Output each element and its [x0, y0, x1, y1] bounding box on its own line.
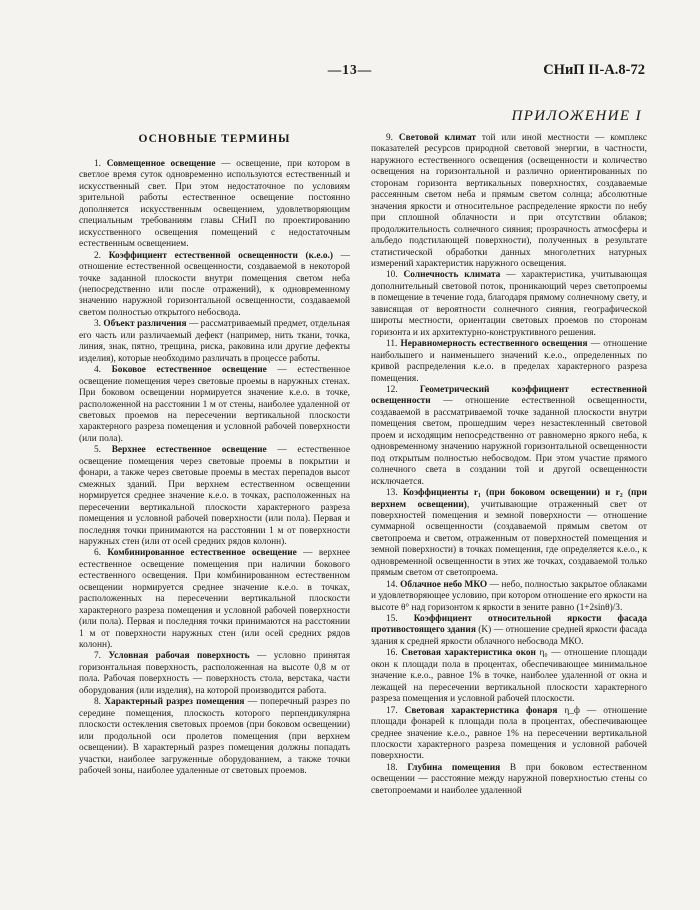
- term-name: Геометрический коэффициент естественной освещенности: [371, 384, 647, 407]
- term-definition: — отношение естественной освещенности, создаваемой в некоторой точке заданной плоскости внутри помещения светом неба (непосредственно или после отражений), к одновременному значению наружной горизонтальной освещенности, создаваемой светом полностью открытого небосвода.: [79, 250, 351, 318]
- term-definition: — условно принятая горизонтальная поверхность, расположенная на высоте 0,8 м от пола. Рабочая поверхность — поверхность стола, верстака, части оборудования (или изделия), на которой производится работа.: [79, 651, 350, 696]
- term-number: 16.: [386, 648, 398, 659]
- term-number: 11.: [386, 339, 398, 350]
- term-paragraph: [371, 706, 647, 763]
- term-paragraph: [371, 339, 647, 385]
- term-number: 12.: [386, 384, 398, 395]
- right-column: [371, 133, 647, 797]
- term-name: Характерный разрез помещения: [104, 697, 245, 708]
- term-definition: — естественное освещение помещения через световые проемы в покрытии и фонари, а также через световые проемы в местах перепадов высот смежных зданий. При верхнем естественном освещении нормируется среднее значение к.е.о. в точках, расположенных на пересечении вертикальной плоскости характерного разреза помещения и условной рабочей поверхности (или пола). Первая и последняя точки принимаются на расстоянии 1 м от поверхности наружных стен (или от осей средних рядов колонн).: [79, 445, 350, 547]
- term-name: Солнечность климата: [403, 270, 501, 281]
- term-name: Облачное небо МКО: [400, 579, 488, 590]
- term-definition: той или иной местности — комплекс показателей ресурсов природной световой энергии, в частности, наружного естественного освещения (освещенности и количество освещения на горизонтальной и различно ориентированных по сторонам горизонта вертикальных поверхностях, создаваемые рассеянным светом неба и прямым светом солнца; абсолютные значения яркости и относительное распределение яркости по небу при сплошной облачности и при отсутствии облаков; продолжительность солнечного сияния; прозрачность атмосферы и альбедо подстилающей поверхности), полученных в результате статистической обработки данных многолетних натурных измерений характеристик наружного освещения.: [371, 133, 647, 269]
- term-number: 8.: [94, 697, 102, 708]
- term-paragraph: [371, 614, 647, 648]
- term-name: Световой климат: [398, 133, 476, 143]
- term-paragraph: [371, 133, 647, 270]
- term-name: Неравномерность естественного освещения: [400, 339, 588, 350]
- terms-list-right: [371, 133, 647, 797]
- term-number: 15.: [386, 614, 398, 625]
- term-name: Коэффициент относительной яркости фасада противостоящего здания: [371, 614, 647, 636]
- term-number: 6.: [94, 548, 102, 559]
- term-number: 4.: [94, 365, 102, 376]
- term-number: 14.: [386, 579, 398, 590]
- term-number: 2.: [94, 250, 102, 261]
- term-definition: — небо, полностью закрытое облаками и удовлетворяющее условию, при котором отношение его яркости на высоте θ° над горизонтом к яркости в зените равно (1+2sinθ)/3.: [371, 579, 647, 613]
- term-number: 5.: [94, 445, 102, 456]
- term-name: Верхнее естественное освещение: [111, 445, 267, 456]
- term-definition: — характеристика, учитывающая дополнительный световой поток, проникающий через светопроемы в помещение в течение года, благодаря прямому солнечному свету, и зависящая от вероятности солнечного сияния, географической широты местности, ориентации световых проемов по сторонам горизонта и их архитектурно-конструктивного решения.: [371, 270, 647, 338]
- term-definition: η_ф — отношение площади фонарей к площади пола в процентах, обеспечивающее среднее значение к.е.о., равное 1% на пересечении вертикальной плоскости характерного разреза помещения и условной рабочей поверхности.: [371, 705, 648, 762]
- term-number: 9.: [386, 133, 394, 143]
- term-paragraph: [79, 697, 350, 777]
- terms-list-left: [79, 159, 350, 777]
- section-title: ОСНОВНЫЕ ТЕРМИНЫ: [138, 133, 291, 145]
- left-column: [79, 133, 350, 777]
- term-definition: — рассматриваемый предмет, отдельная его часть или различаемый дефект (например, нить ткани, точка, линия, знак, пятно, трещина, риска, раковина или другие дефекты изделия), которые необходимо различать в процессе работы.: [79, 319, 350, 364]
- term-definition: — освещение, при котором в светлое время суток одновременно используются естественный и искусственный свет. При этом недостаточное по условиям зрительной работы естественное освещение постоянно дополняется искусственным освещением, удовлетворяющим специальным требованиям главы СНиП по проектированию искусственного освещения помещений с недостаточным естественным освещением.: [79, 159, 350, 250]
- term-definition: — отношение естественной освещенности, создаваемой в рассматриваемой точке заданной плоскости внутри помещения светом, прошедшим через незастекленный световой проем и исходящим непосредственно от равномерно яркого неба, к одновременному значению наружной горизонтальной освещенности под открытым полностью небосводом. При этом участие прямого солнечного света в создании той и другой освещенности исключается.: [371, 396, 647, 487]
- term-name: Глубина помещения: [407, 762, 501, 773]
- term-definition: η₀ — отношение площади окон к площади пола в процентах, обеспечивающее минимальное значение к.е.о., равное 1% в точке, наиболее удаленной от окна и лежащей на пересечении вертикальной плоскости характерного разреза помещения и условной рабочей плоскости.: [371, 648, 647, 705]
- document-code: СНиП II-А.8-72: [543, 62, 645, 78]
- term-paragraph: [371, 270, 647, 339]
- term-paragraph: [79, 365, 350, 445]
- term-number: 7.: [94, 651, 102, 662]
- term-paragraph: [371, 488, 647, 580]
- term-number: 17.: [386, 705, 398, 716]
- term-number: 1.: [94, 159, 102, 169]
- term-paragraph: [79, 251, 350, 320]
- term-number: 18.: [386, 762, 398, 773]
- term-definition: — отношение наибольшего и наименьшего значений к.е.о., определенных по кривой распределения к.е.о. в пределах характерного разреза помещения.: [371, 339, 647, 384]
- term-name: Световая характеристика окон: [401, 648, 536, 659]
- term-paragraph: [371, 648, 647, 705]
- term-paragraph: [79, 548, 350, 651]
- term-number: 13.: [386, 488, 398, 499]
- term-name: Объект различения: [103, 319, 187, 330]
- term-paragraph: [371, 385, 647, 488]
- term-definition: (K) — отношение средней яркости фасада здания к средней яркости облачного небосвода МКО.: [371, 625, 647, 647]
- term-definition: — поперечный разрез по середине помещения, плоскость которого перпендикулярна плоскости остекления световых проемов (при боковом освещении) или продольной оси пролетов помещения (при верхнем освещении). В характерный разрез помещения должны попадать участки, наиболее загруженные оборудованием, а также точки рабочей зоны, наиболее удаленные от световых проемов.: [79, 697, 350, 777]
- term-name: Коэффициент естественной освещенности (к.е.о.): [108, 250, 333, 261]
- term-paragraph: [79, 445, 350, 548]
- term-paragraph: [79, 651, 350, 697]
- term-paragraph: [371, 580, 647, 614]
- term-paragraph: [79, 159, 350, 251]
- term-name: Совмещенное освещение: [106, 159, 216, 169]
- term-name: Коэффициенты r₁ (при боковом освещении) и r₂ (при верхнем освещении): [371, 488, 647, 510]
- term-paragraph: [79, 319, 350, 365]
- appendix-label: ПРИЛОЖЕНИЕ I: [511, 108, 642, 124]
- term-definition: — естественное освещение помещения через световые проемы в наружных стенах. При боковом освещении нормируется значение к.е.о. в точке, расположенной на расстоянии 1 м от стены, наиболее удаленной от световых проемов на пересечении вертикальной плоскости характерного разреза помещения и условной рабочей поверхности (или пола).: [79, 365, 350, 444]
- term-number: 10.: [386, 270, 398, 281]
- term-paragraph: [371, 763, 647, 797]
- term-definition: , учитывающие отраженный свет от поверхностей помещения и земной поверхности — отношение суммарной освещенности (создаваемой прямым светом от светопроема и светом, отраженным от поверхностей помещения и земной поверхности) в точках помещения, где определяется к.е.о., к одновременной освещенности в этих же точках, создаваемой только прямым светом от светопроема.: [371, 499, 647, 579]
- term-name: Боковое естественное освещение: [111, 365, 267, 376]
- term-definition: — верхнее естественное освещение помещения при наличии бокового естественного освещения. При комбинированном естественном освещении нормируется среднее значение к.е.о. в точках, расположенных на пересечении вертикальной плоскости характерного разреза помещения и условной рабочей поверхности (или пола). Первая и последняя точки принимаются на расстоянии 1 м от поверхности наружных стен (или осей средних рядов колонн).: [79, 548, 350, 651]
- term-name: Комбинированное естественное освещение: [107, 548, 297, 559]
- term-name: Световая характеристика фонаря: [404, 705, 558, 716]
- term-definition: B при боковом естественном освещении — расстояние между наружной поверхностью стены со светопроемами и наиболее удаленной: [371, 762, 647, 796]
- term-name: Условная рабочая поверхность: [108, 651, 250, 662]
- term-number: 3.: [94, 319, 102, 330]
- page-header: [0, 62, 700, 80]
- page-number: —13—: [327, 62, 373, 77]
